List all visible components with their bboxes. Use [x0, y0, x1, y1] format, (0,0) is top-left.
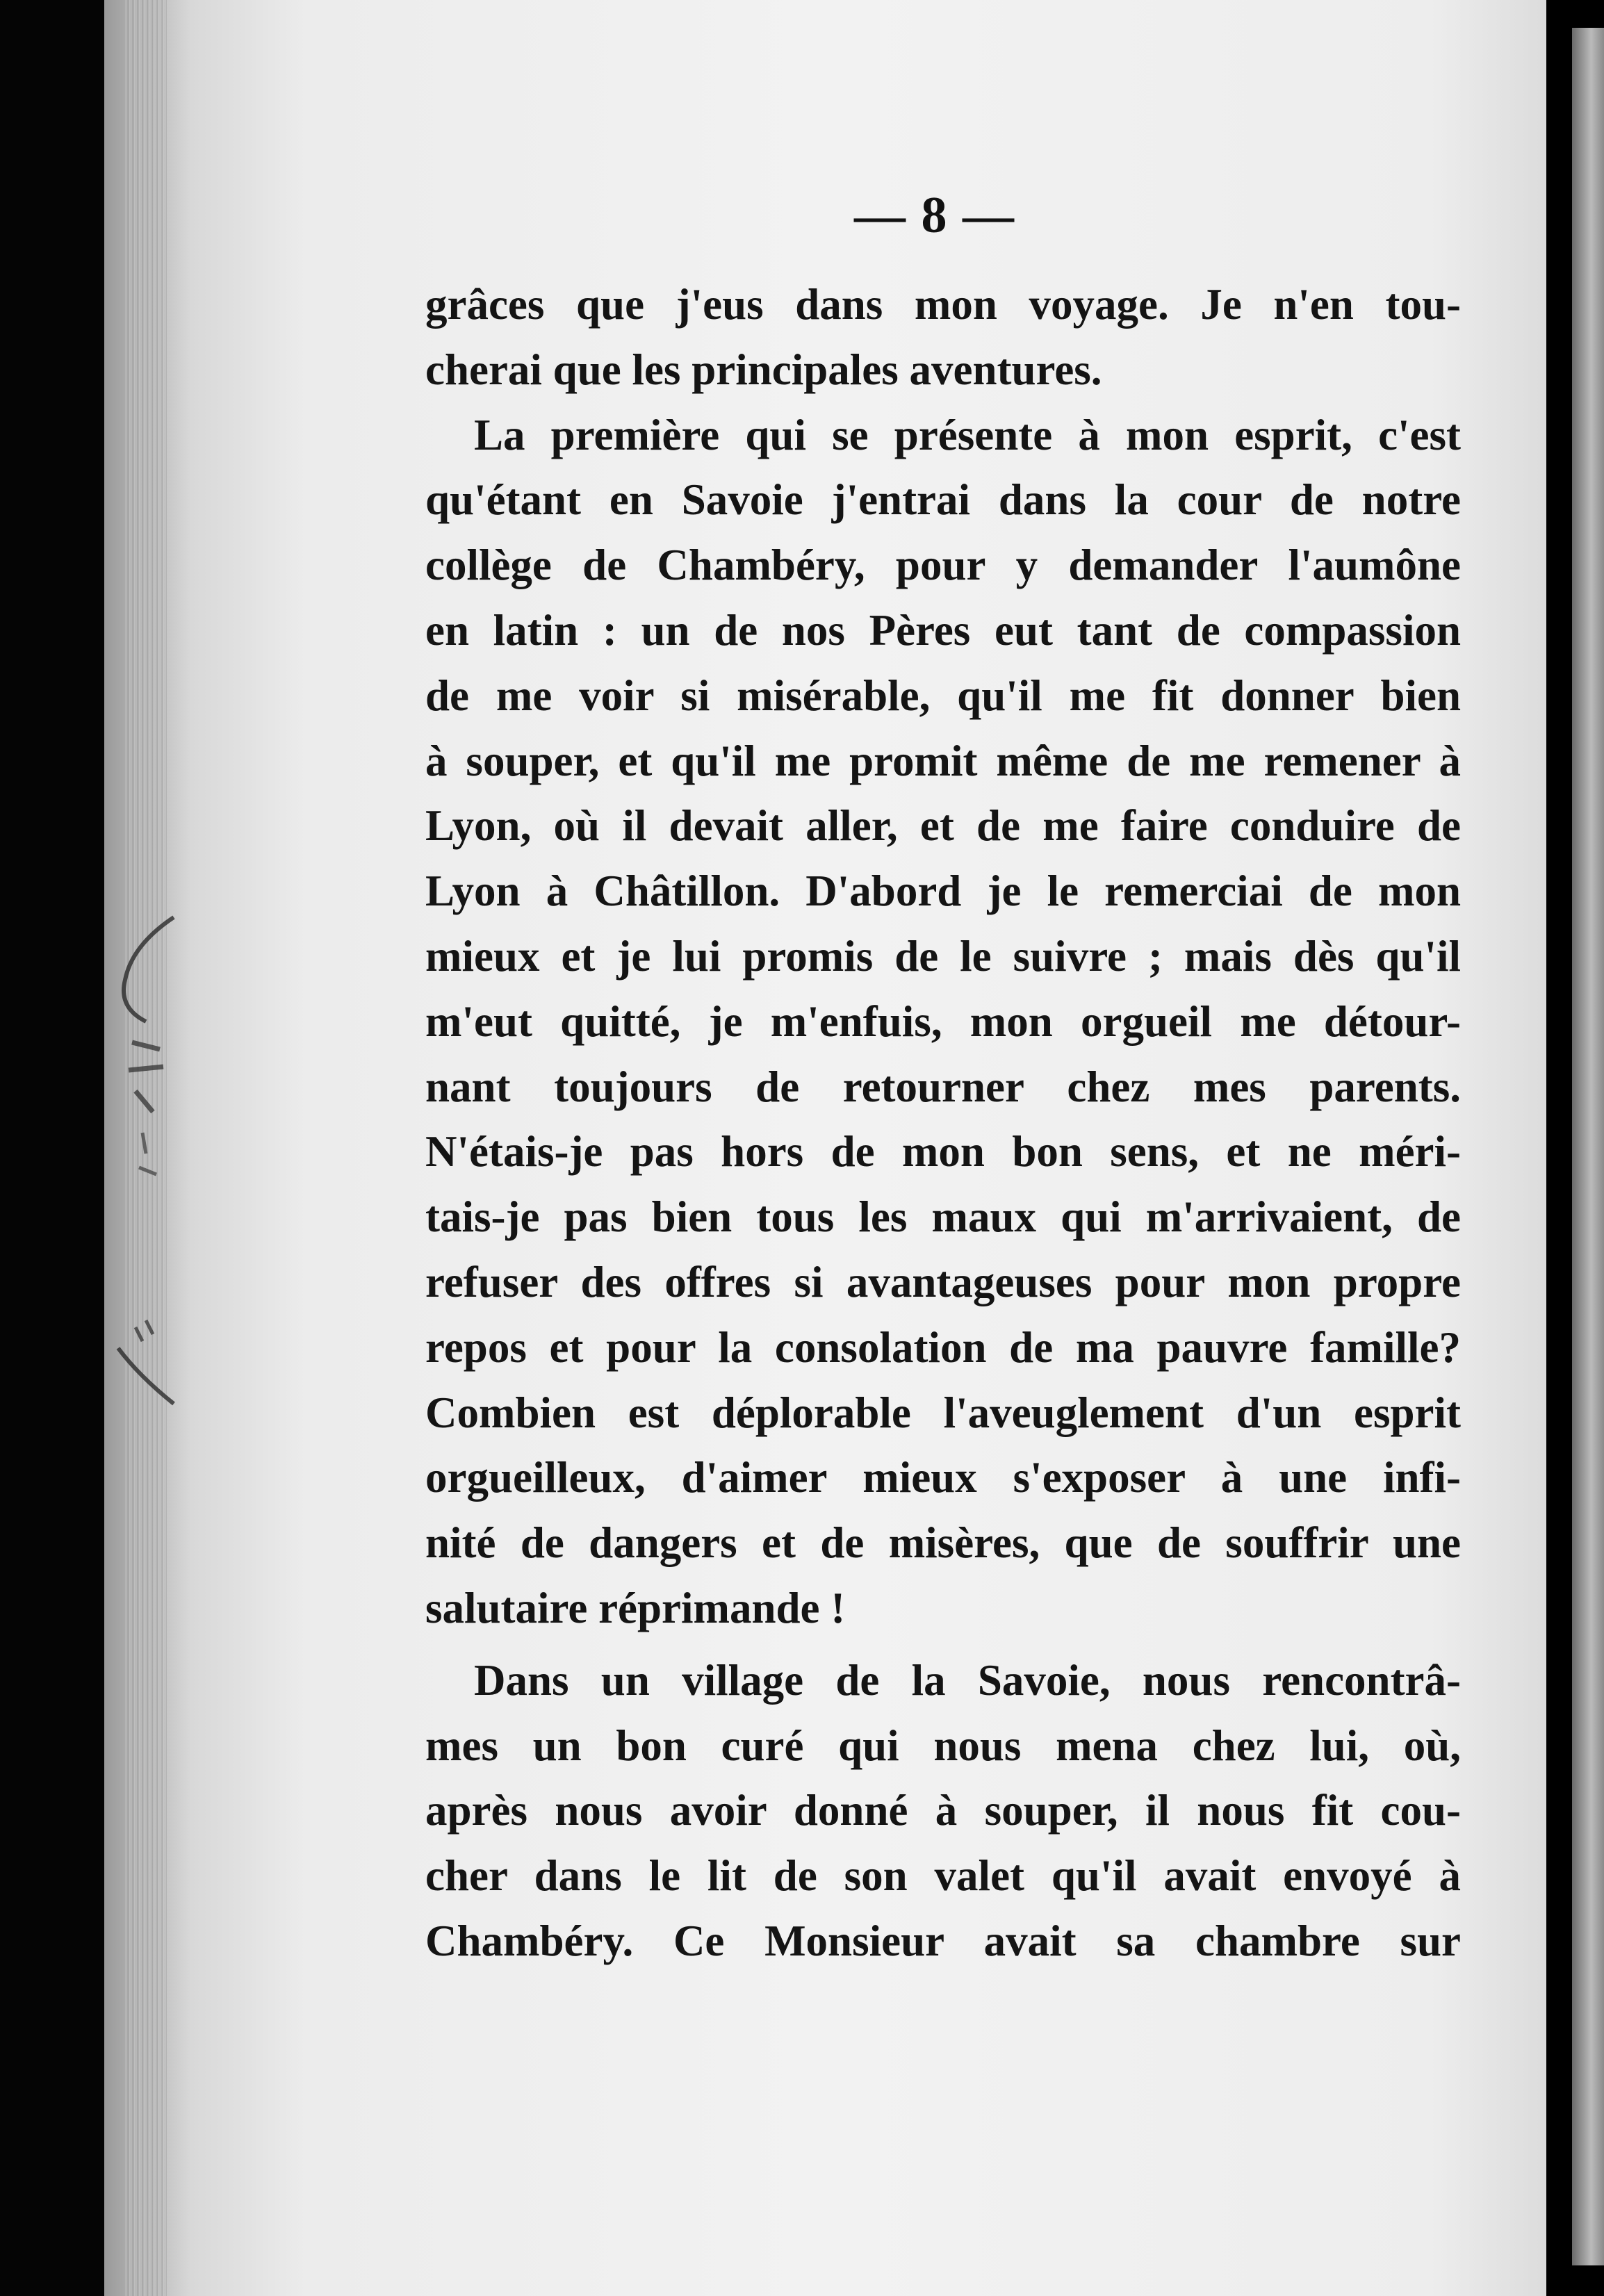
text-line: salutaire réprimande !: [425, 1583, 846, 1632]
text-line: à souper, et qu'il me promit même de me remener à: [425, 736, 1461, 785]
text-line: cherai que les principales aventures.: [425, 345, 1102, 394]
page-number: — 8 —: [854, 187, 1015, 244]
text-line: Chambéry. Ce Monsieur avait sa chambre sur: [425, 1916, 1461, 1965]
text-line: après nous avoir donné à souper, il nous fit cou-: [425, 1786, 1461, 1835]
facing-page-edge: [1572, 28, 1604, 2265]
body-text: [425, 272, 1461, 1974]
text-line: nant toujours de retourner chez mes parents.: [425, 1062, 1461, 1111]
text-line: La première qui se présente à mon esprit, c'est: [474, 410, 1461, 459]
text-line: collège de Chambéry, pour y demander l'aumône: [425, 541, 1461, 590]
text-line: mes un bon curé qui nous mena chez lui, où,: [425, 1721, 1461, 1770]
text-line: refuser des offres si avantageuses pour mon propre: [425, 1257, 1461, 1306]
text-line: grâces que j'eus dans mon voyage. Je n'en tou-: [425, 280, 1461, 329]
text-line: Lyon, où il devait aller, et de me faire conduire de: [425, 801, 1461, 851]
paragraph: [425, 403, 1461, 1641]
text-line: qu'étant en Savoie j'entrai dans la cour de notre: [425, 475, 1461, 525]
text-line: Combien est déplorable l'aveuglement d'un esprit: [425, 1388, 1461, 1437]
text-line: nité de dangers et de misères, que de souffrir une: [425, 1518, 1461, 1568]
library-stamp-mark: [104, 903, 181, 1459]
text-line: repos et pour la consolation de ma pauvre famille?: [425, 1322, 1461, 1372]
text-line: mieux et je lui promis de le suivre ; mais dès qu'il: [425, 931, 1461, 981]
paragraph: [425, 1648, 1461, 1974]
text-line: tais-je pas bien tous les maux qui m'arrivaient, de: [425, 1192, 1461, 1242]
text-line: N'étais-je pas hors de mon bon sens, et ne méri-: [425, 1127, 1461, 1176]
text-line: cher dans le lit de son valet qu'il avait envoyé à: [425, 1851, 1461, 1901]
text-line: Dans un village de la Savoie, nous rencontrâ-: [474, 1655, 1461, 1705]
paragraph-spacer: [425, 1641, 1461, 1648]
text-line: en latin : un de nos Pères eut tant de compassion: [425, 605, 1461, 655]
paragraph: [425, 272, 1461, 403]
text-line: m'eut quitté, je m'enfuis, mon orgueil me détour-: [425, 997, 1461, 1046]
text-line: orgueilleux, d'aimer mieux s'exposer à une infi-: [425, 1453, 1461, 1502]
text-line: de me voir si misérable, qu'il me fit donner bien: [425, 671, 1461, 720]
text-line: Lyon à Châtillon. D'abord je le remerciai de mon: [425, 867, 1461, 916]
